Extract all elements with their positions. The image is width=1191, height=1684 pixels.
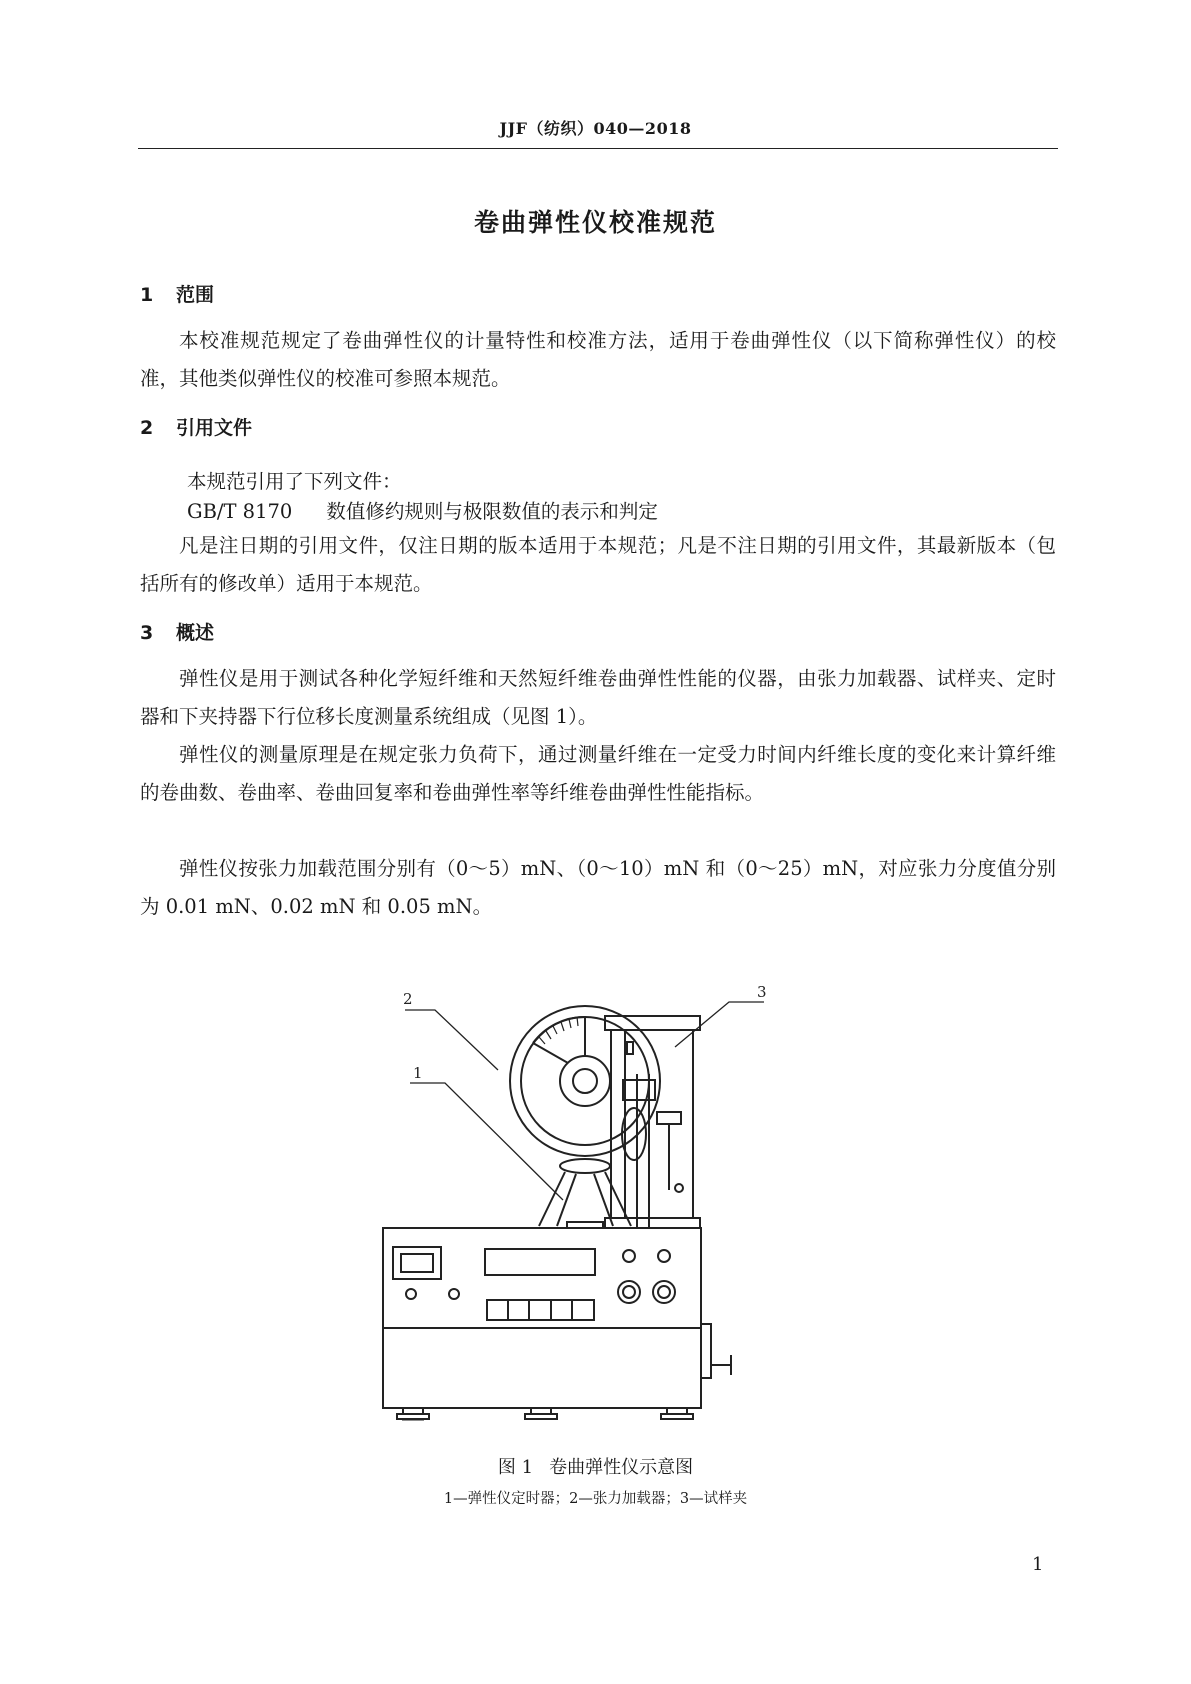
instrument-diagram (405, 980, 805, 1420)
label-3: 3 (757, 983, 767, 1001)
reference-title: 数值修约规则与极限数值的表示和判定 (326, 500, 658, 523)
leader-line-3 (675, 1002, 764, 1047)
header-rule (138, 148, 1058, 149)
section-3-paragraph-2: 弹性仪的测量原理是在规定张力负荷下，通过测量纤维在一定受力时间内纤维长度的变化来计算纤维的卷曲数、卷曲率、卷曲回复率和卷曲弹性率等纤维卷曲弹性性能指标。 (140, 743, 1056, 804)
label-1: 1 (413, 1064, 423, 1082)
base-cabinet (383, 1228, 701, 1408)
section-number: 3 (140, 622, 154, 644)
section-3-paragraph-1: 弹性仪是用于测试各种化学短纤维和天然短纤维卷曲弹性性能的仪器，由张力加载器、试样夹、定时器和下夹持器下行位移长度测量系统组成（见图 1）。 (140, 667, 1056, 728)
section-1-paragraph: 本校准规范规定了卷曲弹性仪的计量特性和校准方法，适用于卷曲弹性仪（以下简称弹性仪）的校准，其他类似弹性仪的校准可参照本规范。 (140, 329, 1056, 390)
section-2-heading (140, 413, 252, 440)
figure-legend: 1—弹性仪定时器；2—张力加载器；3—试样夹 (443, 1491, 748, 1507)
timer-keypad (487, 1300, 594, 1320)
section-1-heading (140, 280, 214, 307)
section-title: 范围 (176, 284, 215, 306)
crank-handle (701, 1324, 731, 1378)
figure-number: 图 1 (497, 1457, 534, 1478)
section-title: 概述 (176, 622, 215, 644)
figure-title: 卷曲弹性仪示意图 (549, 1457, 694, 1478)
section-number: 2 (140, 417, 154, 439)
reference-entry (187, 496, 658, 524)
reference-code: GB/T 8170 (187, 500, 293, 523)
section-3-paragraph-3: 弹性仪按张力加载范围分别有（0～5）mN、（0～10）mN 和（0～25）mN，对应张力分度值分别为 0.01 mN、0.02 mN 和 0.05 mN。 (140, 857, 1056, 918)
section-2-intro: 本规范引用了下列文件： (187, 470, 402, 493)
figure-caption (0, 1453, 1191, 1479)
section-number: 1 (140, 284, 154, 306)
leveling-feet (397, 1408, 693, 1420)
label-2: 2 (403, 990, 413, 1008)
leader-line-2 (405, 1010, 498, 1070)
document-title: 卷曲弹性仪校准规范 (473, 208, 717, 237)
section-3-heading (140, 618, 214, 645)
document-header: JJF（纺织）040—2018 (499, 119, 692, 138)
section-2-note: 凡是注日期的引用文件，仅注日期的版本适用于本规范；凡是不注日期的引用文件，其最新版本（包括所有的修改单）适用于本规范。 (140, 534, 1056, 595)
page-number: 1 (1032, 1554, 1044, 1575)
section-title: 引用文件 (176, 417, 253, 439)
